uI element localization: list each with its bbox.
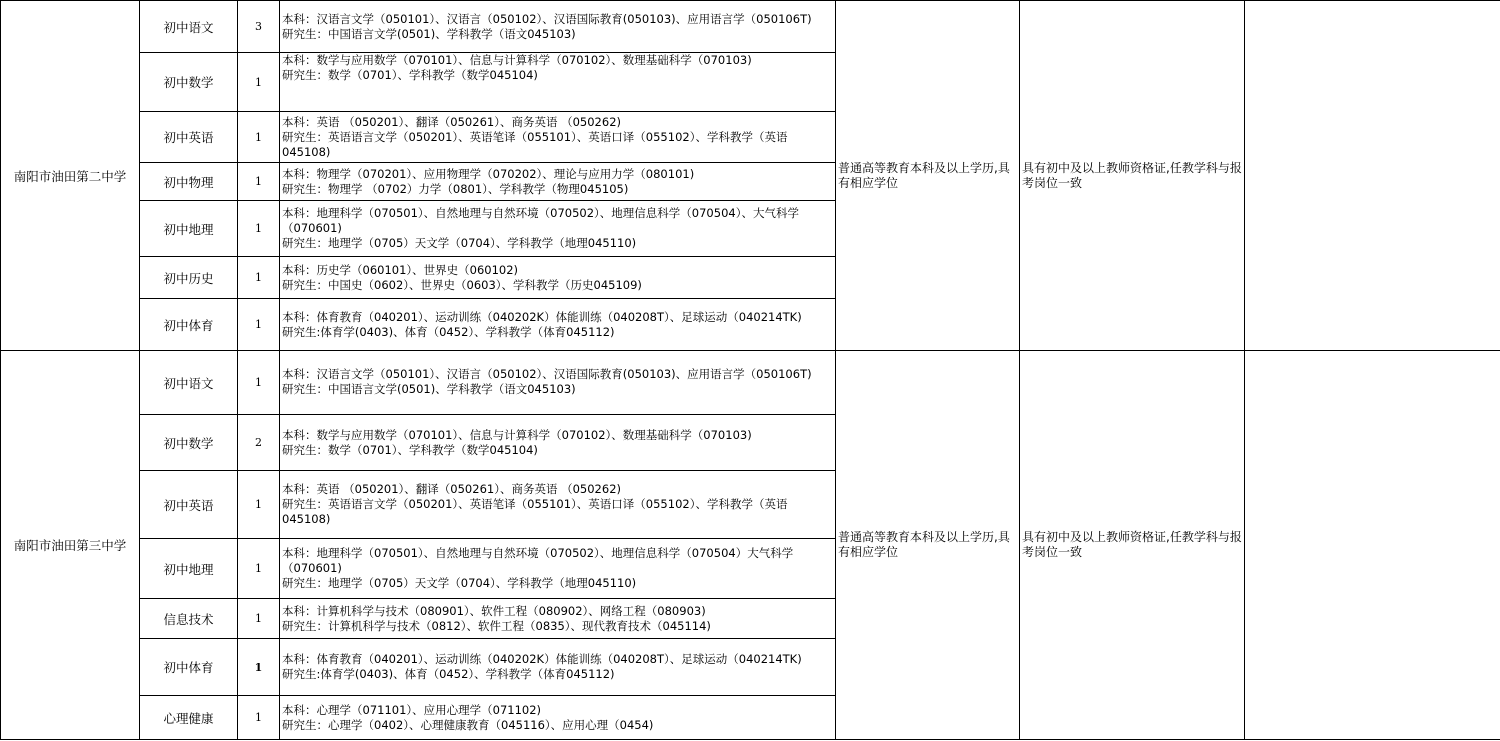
- bachelor-majors: 本科：地理科学（070501）、自然地理与自然环境（070502）、地理信息科学（070504）大气科学（070601): [282, 546, 794, 575]
- bachelor-majors: 本科：地理科学（070501）、自然地理与自然环境（070502）、地理信息科学（070504）、大气科学（070601): [282, 206, 799, 235]
- position-count: 1: [238, 163, 280, 201]
- major-requirement: [280, 112, 836, 163]
- table-row: [1, 1, 1500, 53]
- position-name: 初中物理: [140, 163, 238, 201]
- position-count: 1: [238, 257, 280, 299]
- major-requirement: [280, 639, 836, 696]
- bachelor-majors: 本科：数学与应用数学（070101）、信息与计算科学（070102）、数理基础科学（070103): [282, 427, 752, 442]
- major-requirement: [280, 53, 836, 112]
- position-count: 1: [238, 471, 280, 539]
- education-requirement: 普通高等教育本科及以上学历,具有相应学位: [836, 351, 1020, 740]
- position-count: 1: [238, 696, 280, 740]
- graduate-majors: 研究生：英语语言文学（050201）、英语笔译（055101）、英语口译（055102）、学科教学（英语045108): [282, 497, 788, 526]
- bachelor-majors: 本科：心理学（071101）、应用心理学（071102): [282, 702, 542, 717]
- position-name: 初中体育: [140, 299, 238, 351]
- major-requirement: [280, 696, 836, 740]
- graduate-majors: 研究生：地理学（0705）天文学（0704）、学科教学（地理045110): [282, 576, 637, 590]
- bachelor-majors: 本科：历史学（060101）、世界史（060102): [282, 262, 519, 277]
- position-name: 心理健康: [140, 696, 238, 740]
- position-count: 1: [238, 639, 280, 696]
- major-requirement: [280, 471, 836, 539]
- school-name: 南阳市油田第二中学: [1, 1, 140, 351]
- position-name: 初中地理: [140, 539, 238, 599]
- position-count: 1: [238, 53, 280, 112]
- bachelor-majors: 本科：英语 （050201）、翻译（050261）、商务英语 （050262): [282, 114, 621, 129]
- position-count: 1: [238, 351, 280, 415]
- major-requirement: [280, 1, 836, 53]
- position-name: 初中语文: [140, 1, 238, 53]
- other-requirement: 具有初中及以上教师资格证,任教学科与报考岗位一致: [1020, 351, 1245, 740]
- position-name: 初中数学: [140, 415, 238, 471]
- position-count: 2: [238, 415, 280, 471]
- position-name: 初中地理: [140, 201, 238, 257]
- other-requirement: 具有初中及以上教师资格证,任教学科与报考岗位一致: [1020, 1, 1245, 351]
- position-count: 1: [238, 539, 280, 599]
- graduate-majors: 研究生：地理学（0705）天文学（0704）、学科教学（地理045110): [282, 236, 637, 250]
- position-count: 3: [238, 1, 280, 53]
- graduate-majors: 研究生：中国语言文学(0501)、学科教学（语文045103): [282, 26, 576, 41]
- position-count: 1: [238, 112, 280, 163]
- note-cell: [1245, 351, 1500, 740]
- bachelor-majors: 本科：汉语言文学（050101）、汉语言（050102）、汉语国际教育(050103)、应用语言学（050106T): [282, 367, 812, 381]
- education-requirement: 普通高等教育本科及以上学历,具有相应学位: [836, 1, 1020, 351]
- bachelor-majors: 本科：数学与应用数学（070101）、信息与计算科学（070102）、数理基础科学（070103): [282, 53, 752, 67]
- graduate-majors: 研究生：心理学（0402）、心理健康教育（045116）、应用心理（0454): [282, 717, 654, 732]
- note-cell: [1245, 1, 1500, 351]
- position-name: 初中体育: [140, 639, 238, 696]
- major-requirement: [280, 539, 836, 599]
- graduate-majors: 研究生：计算机科学与技术（0812）、软件工程（0835）、现代教育技术（045114): [282, 618, 711, 633]
- graduate-majors: 研究生：数学（0701）、学科教学（数学045104): [282, 442, 538, 457]
- graduate-majors: 研究生：中国史（0602）、世界史（0603）、学科教学（历史045109): [282, 277, 642, 292]
- graduate-majors: 研究生：数学（0701）、学科教学（数学045104): [282, 68, 538, 82]
- bachelor-majors: 本科：英语 （050201）、翻译（050261）、商务英语 （050262): [282, 482, 621, 496]
- major-requirement: [280, 201, 836, 257]
- table-row: [1, 351, 1500, 415]
- position-name: 初中英语: [140, 112, 238, 163]
- major-requirement: [280, 163, 836, 201]
- major-requirement: [280, 351, 836, 415]
- graduate-majors: 研究生:体育学(0403)、体育（0452）、学科教学（体育045112): [282, 324, 615, 339]
- graduate-majors: 研究生：物理学 （0702）力学（0801）、学科教学（物理045105): [282, 181, 629, 196]
- position-name: 初中语文: [140, 351, 238, 415]
- bachelor-majors: 本科：计算机科学与技术（080901）、软件工程（080902）、网络工程（080903): [282, 603, 706, 618]
- position-name: 初中数学: [140, 53, 238, 112]
- major-requirement: [280, 599, 836, 639]
- graduate-majors: 研究生：英语语言文学（050201）、英语笔译（055101）、英语口译（055102）、学科教学（英语045108): [282, 129, 788, 159]
- major-requirement: [280, 257, 836, 299]
- bachelor-majors: 本科：体育教育（040201）、运动训练（040202K）体能训练（040208T）、足球运动（040214TK): [282, 652, 802, 666]
- position-name: 信息技术: [140, 599, 238, 639]
- bachelor-majors: 本科：体育教育（040201）、运动训练（040202K）体能训练（040208T）、足球运动（040214TK): [282, 309, 802, 324]
- position-name: 初中历史: [140, 257, 238, 299]
- position-count: 1: [238, 201, 280, 257]
- major-requirement: [280, 415, 836, 471]
- position-name: 初中英语: [140, 471, 238, 539]
- major-requirement: [280, 299, 836, 351]
- graduate-majors: 研究生：中国语言文学(0501)、学科教学（语文045103): [282, 382, 576, 396]
- bachelor-majors: 本科：物理学（070201）、应用物理学（070202）、理论与应用力学（080101): [282, 166, 695, 181]
- school-name: 南阳市油田第三中学: [1, 351, 140, 740]
- position-count: 1: [238, 299, 280, 351]
- position-count: 1: [238, 599, 280, 639]
- bachelor-majors: 本科：汉语言文学（050101）、汉语言（050102）、汉语国际教育(050103)、应用语言学（050106T): [282, 11, 812, 26]
- graduate-majors: 研究生:体育学(0403)、体育（0452）、学科教学（体育045112): [282, 667, 615, 681]
